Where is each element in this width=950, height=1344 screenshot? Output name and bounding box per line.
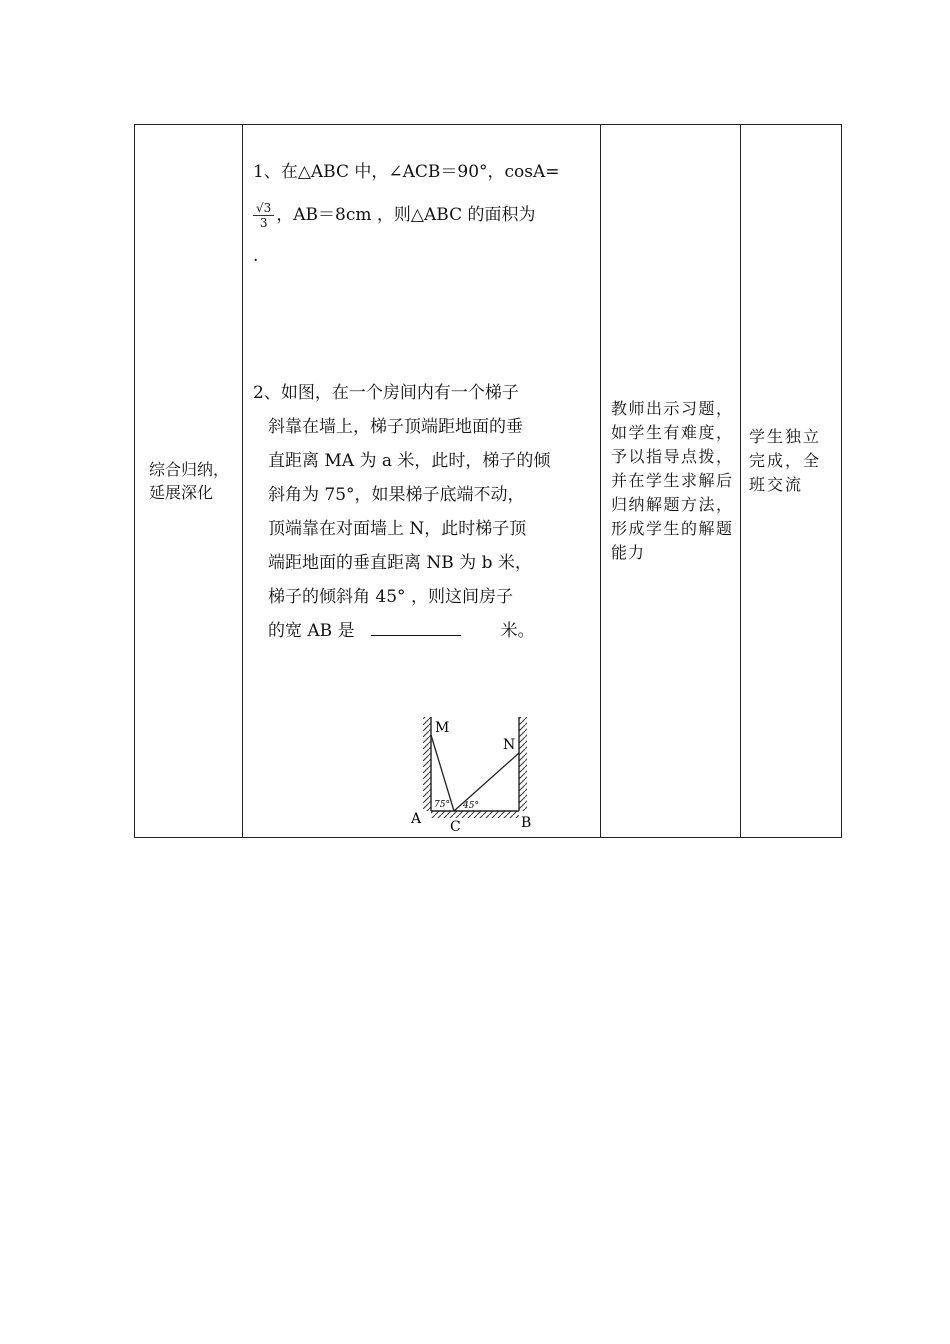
- floor: [431, 811, 519, 818]
- stage-label: 综合归纳，延展深化: [149, 460, 230, 502]
- q2-line: 顶端靠在对面墙上 N，此时梯子顶: [268, 519, 527, 539]
- label-C: C: [450, 819, 461, 835]
- q2-line: 端距地面的垂直距离 NB 为 b 米，: [268, 553, 532, 573]
- teacher-activity-cell: [601, 125, 741, 837]
- q2-line: 直距离 MA 为 a 米，此时，梯子的倾: [268, 451, 551, 471]
- q2-line8: [253, 614, 550, 648]
- ladder-figure: [393, 707, 563, 839]
- angle-45-label: 45°: [463, 801, 479, 811]
- q2-line8-before: 的宽 AB 是: [268, 621, 355, 641]
- label-M: M: [435, 720, 450, 736]
- content-cell: [243, 125, 601, 837]
- q1-line1: 1、在△ABC 中，∠ACB＝90°，cosA=: [253, 162, 560, 182]
- label-A: A: [411, 811, 422, 827]
- q1-line2-text: ，AB＝8cm ，则△ABC 的面积为: [276, 205, 536, 225]
- q2-line: 2、如图，在一个房间内有一个梯子: [253, 383, 519, 403]
- label-B: B: [521, 815, 532, 831]
- question-2: [253, 376, 550, 648]
- teacher-activity: 教师出示习题，如学生有难度，予以指导点拨，并在学生求解后归纳解题方法，形成学生的解题能力: [611, 399, 733, 562]
- lesson-table: [134, 124, 842, 838]
- student-activity: 学生独立完成，全班交流: [749, 427, 822, 494]
- right-wall: [519, 717, 527, 811]
- left-wall: [423, 717, 431, 811]
- stage-cell: [135, 125, 243, 837]
- question-1: [253, 157, 560, 272]
- q2-line: 斜靠在墙上，梯子顶端距地面的垂: [268, 417, 523, 437]
- fraction-numerator: √3: [253, 201, 274, 216]
- label-N: N: [503, 737, 516, 753]
- q2-line: 斜角为 75°，如果梯子底端不动，: [268, 485, 525, 505]
- student-activity-cell: [741, 125, 843, 837]
- q1-line2: [253, 200, 560, 231]
- q1-line3: .: [253, 246, 259, 266]
- answer-blank: [371, 617, 461, 636]
- q2-line8-after: 米。: [500, 621, 535, 641]
- q2-line: 梯子的倾斜角 45° ，则这间房子: [268, 587, 513, 607]
- fraction-denominator: 3: [259, 216, 268, 230]
- fraction-sqrt3-over-3: [253, 201, 274, 230]
- angle-75-label: 75°: [434, 800, 450, 810]
